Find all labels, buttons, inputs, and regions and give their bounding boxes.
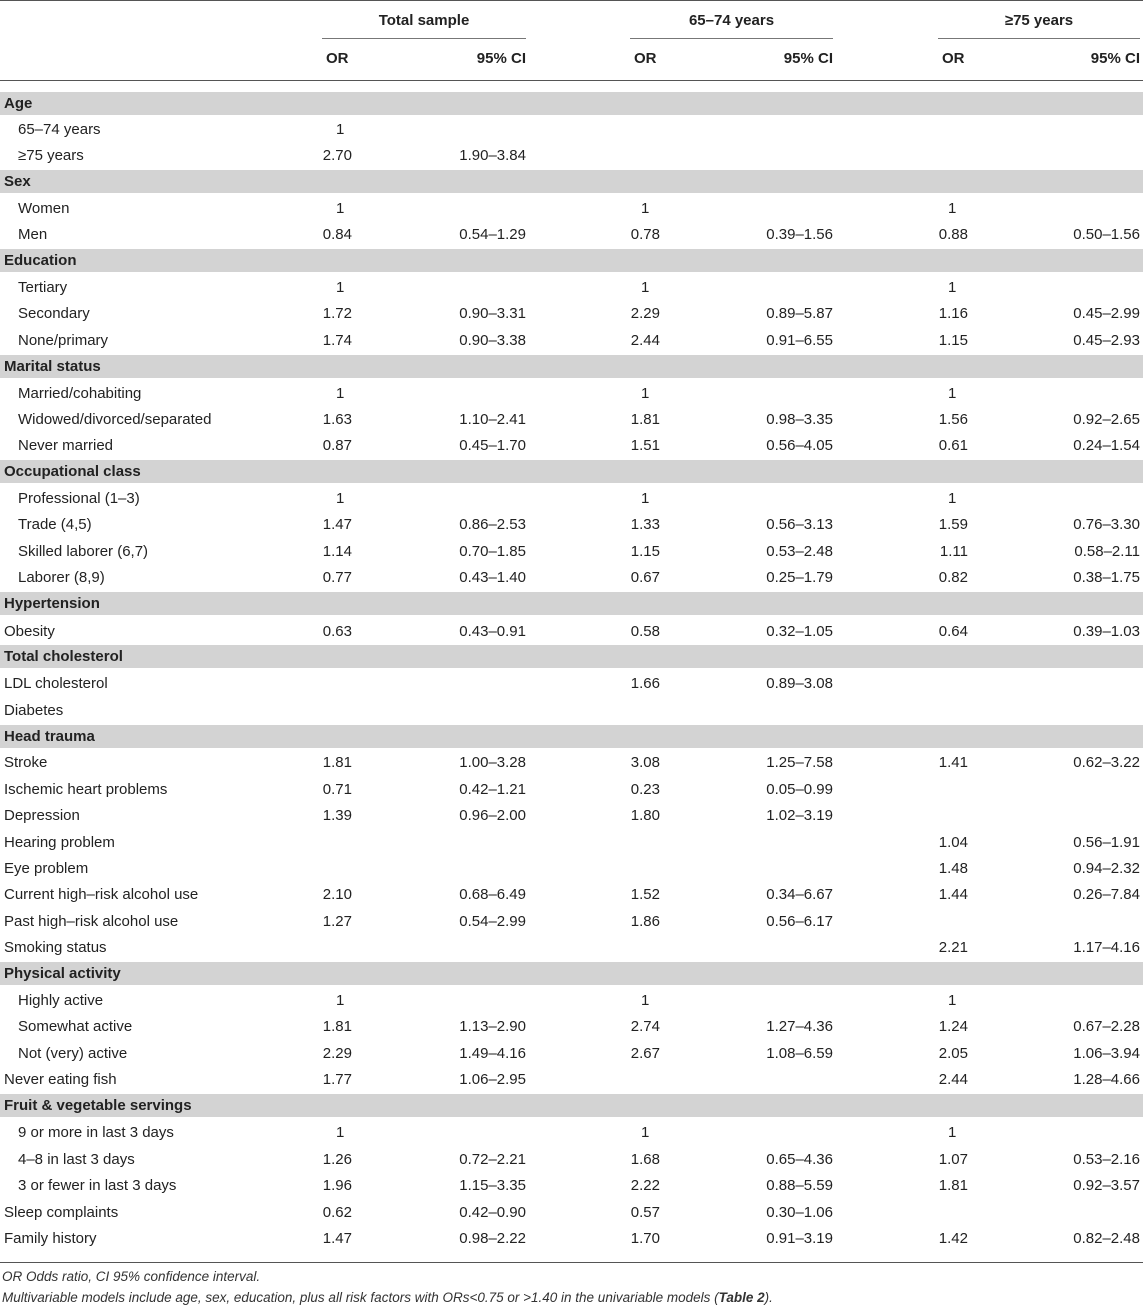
ci-value: 0.90–3.31 — [459, 305, 526, 322]
table-row — [0, 275, 1143, 301]
top-rule — [0, 0, 1143, 1]
ci-value: 0.26–7.84 — [1073, 886, 1140, 903]
row-label: Family history — [4, 1230, 97, 1247]
or-value: 1.66 — [630, 675, 660, 692]
or-value: 1.86 — [630, 913, 660, 930]
or-value: 1.77 — [322, 1071, 352, 1088]
ci-value: 0.94–2.32 — [1073, 860, 1140, 877]
ci-value: 0.56–3.13 — [766, 516, 833, 533]
or-value: 0.87 — [322, 437, 352, 454]
ci-value: 1.02–3.19 — [766, 807, 833, 824]
row-label: Never married — [18, 437, 114, 454]
ci-value: 0.89–5.87 — [766, 305, 833, 322]
ci-value: 0.45–2.93 — [1073, 332, 1140, 349]
table-row — [0, 1120, 1143, 1146]
or-value: 0.82 — [938, 569, 968, 586]
or-value: 2.22 — [630, 1177, 660, 1194]
table-row — [0, 433, 1143, 459]
ci-value: 1.13–2.90 — [459, 1018, 526, 1035]
or-value: 1.81 — [322, 754, 352, 771]
or-value: 1 — [948, 200, 957, 217]
header-rule — [0, 80, 1143, 81]
or-value: 1 — [641, 1124, 650, 1141]
ci-value: 0.39–1.56 — [766, 226, 833, 243]
or-value: 1 — [641, 200, 650, 217]
ci-value: 0.90–3.38 — [459, 332, 526, 349]
or-value: 0.71 — [322, 781, 352, 798]
group-header-total: Total sample — [378, 12, 470, 29]
group-rule — [322, 38, 526, 39]
table-row — [0, 1200, 1143, 1226]
group-header-75plus: ≥75 years — [1004, 12, 1074, 29]
or-value: 0.88 — [938, 226, 968, 243]
table-row — [0, 909, 1143, 935]
or-value: 0.84 — [322, 226, 352, 243]
or-value: 0.67 — [630, 569, 660, 586]
ci-value: 0.92–3.57 — [1073, 1177, 1140, 1194]
table-row — [0, 301, 1143, 327]
ci-value: 0.05–0.99 — [766, 781, 833, 798]
or-value: 1.15 — [630, 543, 660, 560]
ci-value: 1.08–6.59 — [766, 1045, 833, 1062]
section-label: Marital status — [4, 358, 101, 375]
ci-value: 0.54–2.99 — [459, 913, 526, 930]
section-row — [0, 1094, 1143, 1117]
section-row — [0, 460, 1143, 483]
ci-value: 0.89–3.08 — [766, 675, 833, 692]
ci-value: 1.10–2.41 — [459, 411, 526, 428]
or-value: 1.52 — [630, 886, 660, 903]
table-row — [0, 750, 1143, 776]
section-label: Occupational class — [4, 463, 141, 480]
ci-value: 0.24–1.54 — [1073, 437, 1140, 454]
or-value: 1 — [948, 279, 957, 296]
row-label: Stroke — [4, 754, 48, 771]
table-row — [0, 328, 1143, 354]
or-value: 0.63 — [322, 623, 352, 640]
ci-value: 0.45–1.70 — [459, 437, 526, 454]
ci-value: 1.25–7.58 — [766, 754, 833, 771]
ci-value: 1.90–3.84 — [459, 147, 526, 164]
or-value: 1.16 — [938, 305, 968, 322]
or-value: 1.56 — [938, 411, 968, 428]
ci-value: 0.43–1.40 — [459, 569, 526, 586]
or-value: 1 — [641, 279, 650, 296]
ci-value: 1.00–3.28 — [459, 754, 526, 771]
row-label: Obesity — [4, 623, 55, 640]
row-label: Somewhat active — [18, 1018, 133, 1035]
ci-value: 1.06–3.94 — [1073, 1045, 1140, 1062]
or-value: 0.57 — [630, 1204, 660, 1221]
or-value: 1.15 — [938, 332, 968, 349]
row-label: Current high–risk alcohol use — [4, 886, 199, 903]
or-value: 1.39 — [322, 807, 352, 824]
ci-value: 0.54–1.29 — [459, 226, 526, 243]
or-value: 1.11 — [939, 543, 968, 560]
col-header-ci: 95% CI — [783, 50, 833, 67]
ci-value: 1.49–4.16 — [459, 1045, 526, 1062]
footnote-models — [2, 1290, 773, 1305]
row-label: Diabetes — [4, 702, 64, 719]
row-label: Secondary — [18, 305, 90, 322]
table-row — [0, 196, 1143, 222]
or-value: 0.23 — [630, 781, 660, 798]
ci-value: 0.86–2.53 — [459, 516, 526, 533]
ci-value: 0.42–0.90 — [459, 1204, 526, 1221]
row-label: Laborer (8,9) — [18, 569, 105, 586]
table-row — [0, 1014, 1143, 1040]
section-label: Hypertension — [4, 595, 100, 612]
ci-value: 0.42–1.21 — [459, 781, 526, 798]
table-row — [0, 1226, 1143, 1252]
or-value: 1 — [641, 992, 650, 1009]
ci-value: 0.67–2.28 — [1073, 1018, 1140, 1035]
col-header-ci: 95% CI — [476, 50, 526, 67]
or-value: 2.29 — [322, 1045, 352, 1062]
ci-value: 1.15–3.35 — [459, 1177, 526, 1194]
section-label: Education — [4, 252, 77, 269]
or-value: 1.26 — [322, 1151, 352, 1168]
section-row — [0, 170, 1143, 193]
ci-value: 1.27–4.36 — [766, 1018, 833, 1035]
table-row — [0, 856, 1143, 882]
ci-value: 0.56–4.05 — [766, 437, 833, 454]
or-value: 2.44 — [938, 1071, 968, 1088]
or-value: 1.68 — [630, 1151, 660, 1168]
table-row — [0, 803, 1143, 829]
row-label: Past high–risk alcohol use — [4, 913, 179, 930]
or-value: 1 — [948, 385, 957, 402]
row-label: Tertiary — [18, 279, 68, 296]
or-value: 1.04 — [938, 834, 968, 851]
or-value: 1.81 — [322, 1018, 352, 1035]
ci-value: 0.98–2.22 — [459, 1230, 526, 1247]
ci-value: 0.38–1.75 — [1073, 569, 1140, 586]
section-label: Age — [4, 95, 33, 112]
or-value: 1.47 — [322, 1230, 352, 1247]
or-value: 1.81 — [630, 411, 660, 428]
or-value: 1.70 — [630, 1230, 660, 1247]
row-label: Men — [18, 226, 48, 243]
or-value: 2.44 — [630, 332, 660, 349]
or-value: 0.61 — [938, 437, 968, 454]
or-value: 1.51 — [630, 437, 660, 454]
ci-value: 1.17–4.16 — [1073, 939, 1140, 956]
or-value: 1.96 — [322, 1177, 352, 1194]
table-row — [0, 1067, 1143, 1093]
or-value: 1.33 — [630, 516, 660, 533]
table-row — [0, 1041, 1143, 1067]
or-value: 1.74 — [322, 332, 352, 349]
col-header-ci: 95% CI — [1090, 50, 1140, 67]
ci-value: 0.68–6.49 — [459, 886, 526, 903]
ci-value: 0.70–1.85 — [459, 543, 526, 560]
or-value: 0.58 — [630, 623, 660, 640]
or-value: 1.63 — [322, 411, 352, 428]
ci-value: 0.62–3.22 — [1073, 754, 1140, 771]
ci-value: 0.98–3.35 — [766, 411, 833, 428]
or-value: 1 — [336, 279, 345, 296]
or-value: 1.59 — [938, 516, 968, 533]
section-row — [0, 592, 1143, 615]
ci-value: 0.96–2.00 — [459, 807, 526, 824]
ci-value: 0.58–2.11 — [1074, 543, 1140, 560]
section-row — [0, 645, 1143, 668]
section-label: Head trauma — [4, 728, 95, 745]
ci-value: 0.43–0.91 — [459, 623, 526, 640]
ci-value: 0.45–2.99 — [1073, 305, 1140, 322]
table-row — [0, 619, 1143, 645]
row-label: 9 or more in last 3 days — [18, 1124, 174, 1141]
or-value: 2.21 — [938, 939, 968, 956]
ci-value: 0.91–6.55 — [766, 332, 833, 349]
row-label: Ischemic heart problems — [4, 781, 168, 798]
or-value: 1 — [641, 385, 650, 402]
or-value: 2.67 — [630, 1045, 660, 1062]
table-row — [0, 1147, 1143, 1173]
or-value: 1 — [336, 1124, 345, 1141]
col-header-or: OR — [326, 50, 349, 67]
ci-value: 1.28–4.66 — [1073, 1071, 1140, 1088]
ci-value: 0.82–2.48 — [1073, 1230, 1140, 1247]
table-row — [0, 512, 1143, 538]
or-value: 1.42 — [938, 1230, 968, 1247]
table-row — [0, 935, 1143, 961]
or-value: 1 — [336, 992, 345, 1009]
or-value: 0.64 — [938, 623, 968, 640]
or-value: 1.24 — [938, 1018, 968, 1035]
table-row — [0, 565, 1143, 591]
row-label: Trade (4,5) — [18, 516, 92, 533]
or-value: 0.62 — [322, 1204, 352, 1221]
table-row — [0, 882, 1143, 908]
or-value: 1.27 — [322, 913, 352, 930]
section-row — [0, 725, 1143, 748]
ci-value: 0.39–1.03 — [1073, 623, 1140, 640]
ci-value: 0.30–1.06 — [766, 1204, 833, 1221]
or-value: 0.77 — [322, 569, 352, 586]
or-value: 1 — [948, 490, 957, 507]
ci-value: 0.56–1.91 — [1073, 834, 1140, 851]
section-row — [0, 962, 1143, 985]
row-label: Skilled laborer (6,7) — [18, 543, 149, 560]
footnote-models-end: ). — [764, 1290, 773, 1305]
ci-value: 0.56–6.17 — [766, 913, 833, 930]
section-label: Fruit & vegetable servings — [4, 1097, 192, 1114]
table-row — [0, 407, 1143, 433]
group-header-65-74: 65–74 years — [688, 12, 775, 29]
row-label: Professional (1–3) — [18, 490, 140, 507]
table-row — [0, 486, 1143, 512]
row-label: Depression — [4, 807, 80, 824]
ci-value: 0.53–2.48 — [766, 543, 833, 560]
or-value: 2.74 — [630, 1018, 660, 1035]
table-row — [0, 988, 1143, 1014]
ci-value: 1.06–2.95 — [459, 1071, 526, 1088]
or-value: 1 — [336, 385, 345, 402]
table-row — [0, 381, 1143, 407]
row-label: Smoking status — [4, 939, 107, 956]
table-row — [0, 117, 1143, 143]
footnote-abbreviations: OR Odds ratio, CI 95% confidence interval. — [2, 1269, 261, 1284]
table-row — [0, 777, 1143, 803]
row-label: Sleep complaints — [4, 1204, 119, 1221]
ci-value: 0.72–2.21 — [459, 1151, 526, 1168]
table-2-link[interactable]: Table 2 — [718, 1290, 765, 1305]
ci-value: 0.65–4.36 — [766, 1151, 833, 1168]
col-header-or: OR — [634, 50, 657, 67]
or-value: 1.44 — [938, 886, 968, 903]
or-value: 0.78 — [630, 226, 660, 243]
ci-value: 0.88–5.59 — [766, 1177, 833, 1194]
footnote-models-text: Multivariable models include age, sex, education, plus all risk factors with ORs<0.75 or >1.40 in the univariable models ( — [2, 1290, 719, 1305]
ci-value: 0.92–2.65 — [1073, 411, 1140, 428]
table-row — [0, 539, 1143, 565]
bottom-rule — [0, 1262, 1143, 1263]
table-row — [0, 222, 1143, 248]
or-value: 1.80 — [630, 807, 660, 824]
row-label: Married/cohabiting — [18, 385, 142, 402]
ci-value: 0.91–3.19 — [766, 1230, 833, 1247]
section-label: Sex — [4, 173, 31, 190]
section-row — [0, 92, 1143, 115]
or-value: 2.10 — [322, 886, 352, 903]
or-value: 1 — [641, 490, 650, 507]
ci-value: 0.34–6.67 — [766, 886, 833, 903]
table-row — [0, 143, 1143, 169]
section-label: Physical activity — [4, 965, 121, 982]
or-value: 1.72 — [322, 305, 352, 322]
row-label: None/primary — [18, 332, 109, 349]
ci-value: 0.76–3.30 — [1073, 516, 1140, 533]
or-value: 1 — [336, 200, 345, 217]
or-value: 1.14 — [322, 543, 352, 560]
table-row — [0, 1173, 1143, 1199]
table-row — [0, 698, 1143, 724]
ci-value: 0.25–1.79 — [766, 569, 833, 586]
or-value: 1.07 — [938, 1151, 968, 1168]
ci-value: 0.50–1.56 — [1073, 226, 1140, 243]
section-row — [0, 249, 1143, 272]
or-value: 1.48 — [938, 860, 968, 877]
table-row — [0, 671, 1143, 697]
row-label: 4–8 in last 3 days — [18, 1151, 135, 1168]
group-rule — [938, 38, 1140, 39]
ci-value: 0.53–2.16 — [1073, 1151, 1140, 1168]
or-value: 1 — [948, 992, 957, 1009]
row-label: Never eating fish — [4, 1071, 117, 1088]
or-value: 1.81 — [938, 1177, 968, 1194]
table-row — [0, 830, 1143, 856]
or-value: 2.29 — [630, 305, 660, 322]
or-value: 1 — [948, 1124, 957, 1141]
or-value: 2.70 — [322, 147, 352, 164]
or-value: 1 — [336, 490, 345, 507]
row-label: Hearing problem — [4, 834, 115, 851]
or-value: 3.08 — [630, 754, 660, 771]
row-label: Widowed/divorced/separated — [18, 411, 212, 428]
row-label: Highly active — [18, 992, 104, 1009]
or-value: 2.05 — [938, 1045, 968, 1062]
row-label: Women — [18, 200, 70, 217]
ci-value: 0.32–1.05 — [766, 623, 833, 640]
row-label: LDL cholesterol — [4, 675, 108, 692]
section-row — [0, 355, 1143, 378]
or-value: 1.47 — [322, 516, 352, 533]
row-label: Eye problem — [4, 860, 89, 877]
or-value: 1 — [336, 121, 345, 138]
or-value: 1.41 — [938, 754, 968, 771]
row-label: Not (very) active — [18, 1045, 128, 1062]
row-label: ≥75 years — [18, 147, 84, 164]
section-label: Total cholesterol — [4, 648, 123, 665]
group-rule — [630, 38, 833, 39]
row-label: 3 or fewer in last 3 days — [18, 1177, 177, 1194]
col-header-or: OR — [942, 50, 965, 67]
row-label: 65–74 years — [18, 121, 101, 138]
